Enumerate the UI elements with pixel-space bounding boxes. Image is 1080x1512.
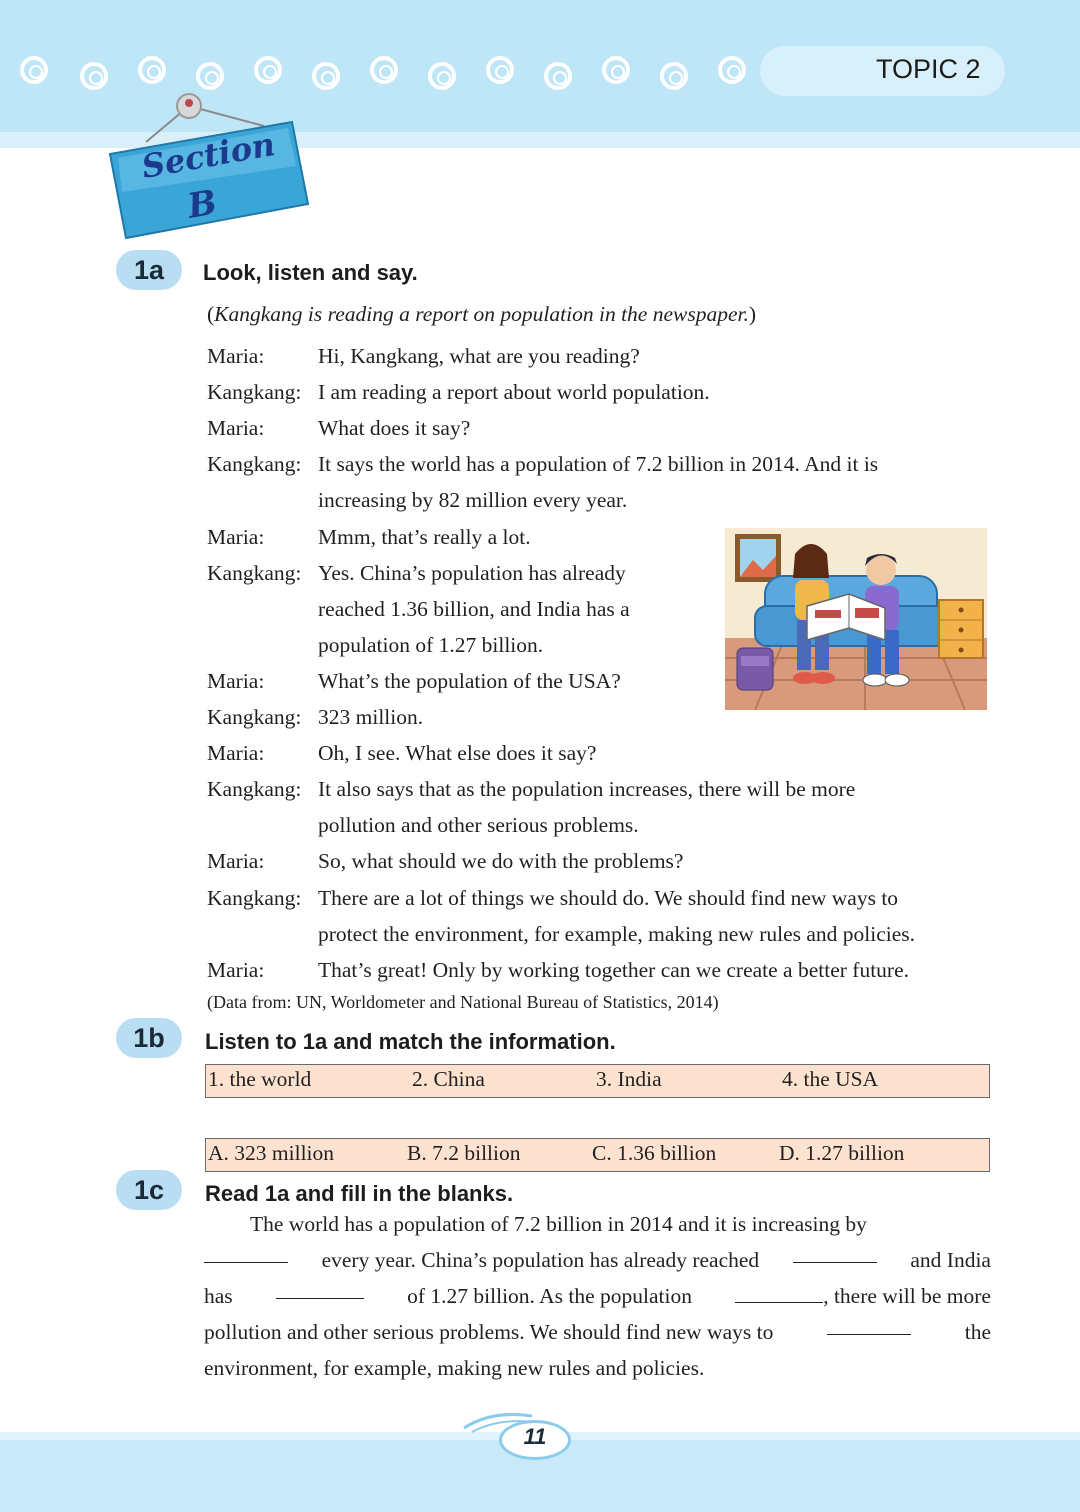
dialogue-line: That’s great! Only by working together can we create a better future. [318,958,909,982]
paragraph-text: has [204,1284,233,1308]
fill-blanks-paragraph [204,1206,991,1386]
match-option: A. 323 million [208,1141,335,1165]
dialogue-line: Hi, Kangkang, what are you reading? [318,344,640,368]
exercise-number-1a: 1a [116,250,182,290]
match-item: 4. the USA [782,1067,879,1091]
paragraph-text: The world has a population of 7.2 billion in 2014 and it is increasing by [250,1212,867,1236]
match-option: C. 1.36 billion [592,1141,717,1165]
match-option: D. 1.27 billion [779,1141,905,1165]
speaker-name: Kangkang: [207,561,302,585]
speaker-name: Maria: [207,416,265,440]
exercise-number-1c: 1c [116,1170,182,1210]
speaker-name: Maria: [207,525,265,549]
speaker-name: Maria: [207,669,265,693]
dialogue-line: So, what should we do with the problems? [318,849,684,873]
answer-blank[interactable] [276,1278,364,1299]
section-letter: B [184,182,220,227]
speaker-name: Kangkang: [207,886,302,910]
dialogue-line: It also says that as the population increases, there will be more [318,777,856,801]
dialogue-line: Yes. China’s population has already [318,561,626,585]
ring-ornament [370,56,398,84]
speaker-name: Maria: [207,958,265,982]
ring-ornament [486,56,514,84]
paragraph-text: environment, for example, making new rules and policies. [204,1356,705,1380]
paragraph-line [204,1314,991,1350]
answer-blank[interactable] [793,1242,877,1263]
paragraph-text: of 1.27 billion. As the population [407,1284,692,1308]
ring-ornament [138,56,166,84]
section-word: Section [138,125,278,186]
context-paren-open: ( [207,302,215,326]
dialogue-line: Oh, I see. What else does it say? [318,741,597,765]
data-source-note: (Data from: UN, Worldometer and National Bureau of Statistics, 2014) [207,992,719,1012]
dialogue-line: reached 1.36 billion, and India has a [318,597,630,621]
exercise-number-1b: 1b [116,1018,182,1058]
ring-ornament [428,62,456,90]
ring-ornament [20,56,48,84]
match-option: B. 7.2 billion [407,1141,521,1165]
ring-ornament [602,56,630,84]
paragraph-text: and India [910,1248,991,1272]
context-paren-close: ) [748,302,757,326]
paragraph-text: every year. China’s population has already reached [321,1248,760,1272]
dialogue-line: pollution and other serious problems. [318,813,639,837]
match-row-populations [205,1138,990,1172]
dialogue-line: What’s the population of the USA? [318,669,621,693]
answer-blank[interactable] [204,1242,288,1263]
ring-ornament [196,62,224,90]
dialogue-line: I am reading a report about world population. [318,380,710,404]
paragraph-segment [735,1278,991,1314]
reading-illustration [725,528,987,710]
match-row-countries [205,1064,990,1098]
dialogue-line: It says the world has a population of 7.2 billion in 2014. And it is [318,452,879,476]
answer-blank[interactable] [735,1282,823,1303]
dialogue-line: What does it say? [318,416,471,440]
ring-ornament [312,62,340,90]
ring-ornament [80,62,108,90]
speaker-name: Kangkang: [207,705,302,729]
speaker-name: Maria: [207,741,265,765]
ring-ornament [718,56,746,84]
paragraph-text: the [964,1320,991,1344]
speaker-name: Maria: [207,849,265,873]
speaker-name: Kangkang: [207,380,302,404]
section-sign [104,92,324,252]
speaker-name: Kangkang: [207,452,302,476]
match-item: 2. China [412,1067,485,1091]
instruction-1b: Listen to 1a and match the information. [205,1029,616,1054]
dialogue-line: There are a lot of things we should do. We should find new ways to [318,886,899,910]
dialogue-line: 323 million. [318,705,424,729]
paragraph-text: , there will be more [823,1284,991,1308]
paragraph-line [250,1206,991,1242]
dialogue-line: increasing by 82 million every year. [318,488,628,512]
paragraph-line [204,1350,991,1386]
instruction-1a: Look, listen and say. [203,260,418,285]
paragraph-line [204,1242,991,1278]
match-item: 1. the world [208,1067,312,1091]
page-number: 11 [523,1424,547,1449]
dialogue-line: Mmm, that’s really a lot. [318,525,531,549]
context-text: Kangkang is reading a report on population in the newspaper. [214,302,749,326]
dialogue-line: protect the environment, for example, making new rules and policies. [318,922,916,946]
scene-context [207,300,756,328]
speaker-name: Maria: [207,344,265,368]
instruction-1c: Read 1a and fill in the blanks. [205,1181,514,1206]
ring-ornament [254,56,282,84]
paragraph-line [204,1278,991,1314]
match-item: 3. India [596,1067,662,1091]
paragraph-text: pollution and other serious problems. We should find new ways to [204,1320,774,1344]
speaker-name: Kangkang: [207,777,302,801]
topic-label: TOPIC 2 [876,54,981,84]
ring-ornament [544,62,572,90]
answer-blank[interactable] [827,1314,911,1335]
ring-ornament [660,62,688,90]
dialogue-line: population of 1.27 billion. [318,633,544,657]
